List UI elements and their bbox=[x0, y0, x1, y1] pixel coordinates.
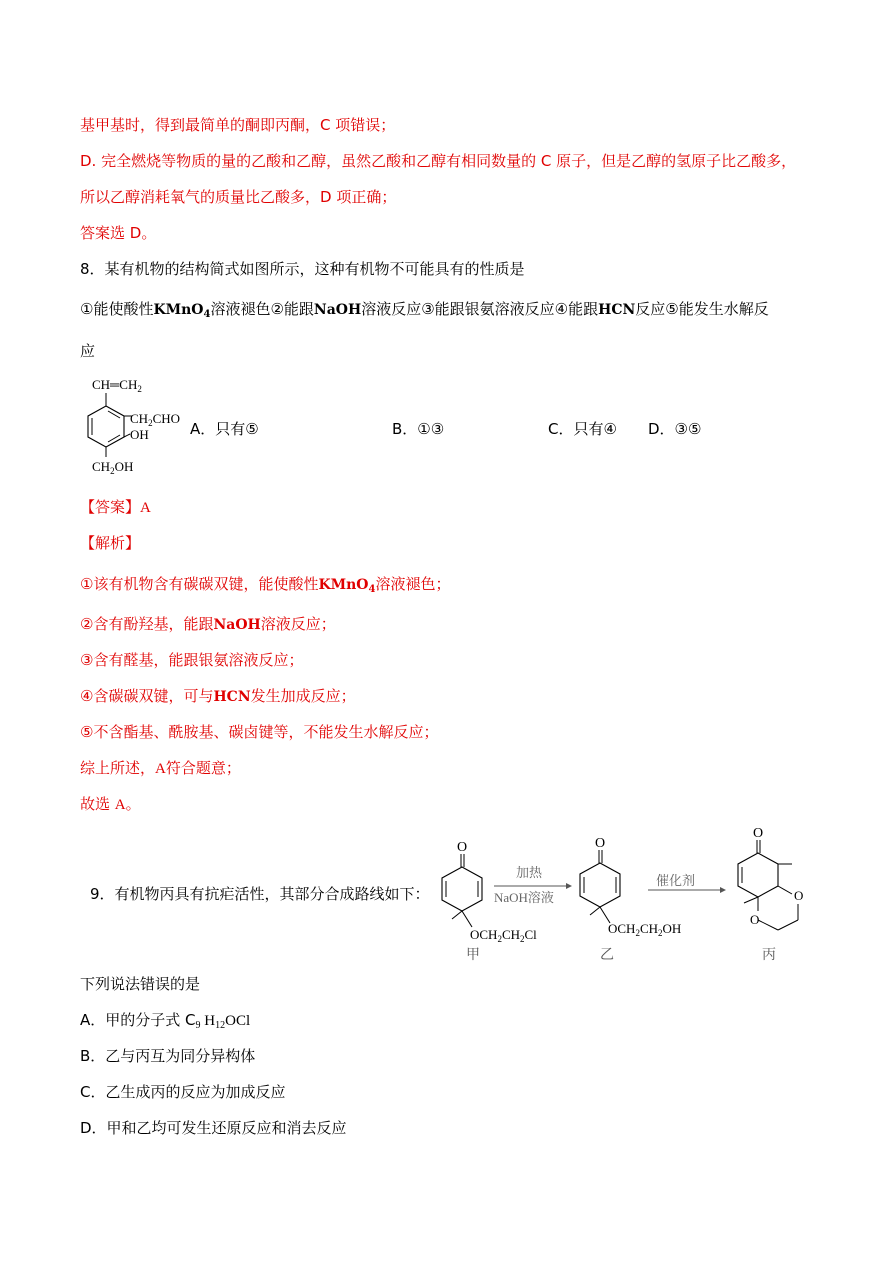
reaction-arrow-2 bbox=[648, 873, 726, 893]
vinyl-group-label: $CH═CH_2$ bbox=[92, 377, 142, 394]
kmno4-formula: KMnO$_4$ bbox=[153, 302, 211, 320]
reagent-naoh-solution: NaOH溶液 bbox=[494, 890, 554, 905]
oh-group-label: OH bbox=[130, 427, 149, 442]
q8-analysis-line4: ④含碳碳双键，可与HCN发生加成反应； bbox=[80, 687, 356, 705]
q7-answer: 答案选 D。 bbox=[80, 224, 157, 242]
q9-stem: 9．有机物丙具有抗疟活性，其部分合成路线如下： bbox=[90, 885, 430, 903]
q8-structure-diagram bbox=[80, 373, 200, 476]
q9-synthesis-route-diagram bbox=[430, 825, 810, 965]
q8-analysis-label: 【解析】 bbox=[80, 534, 141, 552]
reagent-catalyst: 催化剂 bbox=[656, 873, 696, 888]
hcn-formula: HCN bbox=[598, 302, 636, 318]
q8-prop-text: 溶液反应③能跟银氨溶液反应④能跟 bbox=[361, 300, 599, 318]
ch2cho-group-label: $CH_2CHO$ bbox=[130, 411, 181, 428]
naoh-formula: NaOH bbox=[213, 617, 261, 633]
q8-option-a: A．只有⑤ bbox=[190, 420, 259, 438]
compound-yi-structure bbox=[580, 836, 681, 963]
q8-prop-text: ①能使酸性 bbox=[80, 300, 154, 318]
hcn-formula: HCN bbox=[213, 689, 251, 705]
yi-substituent-label: $OCH_2CH_2OH$ bbox=[608, 921, 682, 938]
reagent-heating: 加热 bbox=[516, 865, 543, 880]
q8-option-d: D．③⑤ bbox=[648, 420, 702, 438]
compound-label-yi: 乙 bbox=[600, 948, 614, 963]
q8-stem: 8．某有机物的结构简式如图所示，这种有机物不可能具有的性质是 bbox=[80, 260, 525, 278]
q8-properties-line2: 应 bbox=[80, 342, 96, 360]
svg-text:O: O bbox=[457, 840, 468, 855]
ch2oh-group-label: $CH_2OH$ bbox=[92, 459, 134, 476]
q9-option-a: A．甲的分子式 $C_9$ $H_{12}OCl$ bbox=[80, 1011, 251, 1031]
svg-text:O: O bbox=[750, 912, 760, 927]
q7-c-explanation: 基甲基时，得到最简单的酮即丙酮，C 项错误； bbox=[80, 116, 396, 134]
q8-analysis-line5: ⑤不含酯基、酰胺基、碳卤键等，不能发生水解反应； bbox=[80, 723, 439, 741]
q8-analysis-line1: ①该有机物含有碳碳双键，能使酸性KMnO$_4$溶液褪色； bbox=[80, 575, 451, 595]
q8-prop-text: 溶液褪色②能跟 bbox=[210, 300, 314, 318]
q8-answer: 【答案】A bbox=[80, 498, 151, 516]
q9-prompt: 下列说法错误的是 bbox=[80, 975, 201, 993]
svg-text:O: O bbox=[794, 888, 804, 903]
q8-properties-line1 bbox=[80, 299, 769, 325]
q8-final-choice: 故选 A。 bbox=[80, 795, 141, 813]
benzene-ring bbox=[88, 406, 124, 447]
compound-label-bing: 丙 bbox=[762, 948, 776, 963]
reaction-arrow-1 bbox=[494, 865, 572, 905]
q8-option-c: C．只有④ bbox=[548, 420, 617, 438]
q8-summary: 综上所述，A符合题意； bbox=[80, 759, 241, 777]
q9-option-d: D．甲和乙均可发生还原反应和消去反应 bbox=[80, 1119, 347, 1137]
q8-analysis-line2: ②含有酚羟基，能跟NaOH溶液反应； bbox=[80, 615, 336, 633]
jia-substituent-label: $OCH_2CH_2Cl$ bbox=[470, 927, 537, 944]
svg-text:O: O bbox=[753, 826, 764, 841]
q9-option-c: C．乙生成丙的反应为加成反应 bbox=[80, 1083, 286, 1101]
q7-d-explanation-line1: D. 完全燃烧等物质的量的乙酸和乙醇，虽然乙酸和乙醇有相同数量的 C 原子，但是乙醇的氢原子比乙酸多， bbox=[80, 152, 797, 170]
kmno4-formula: KMnO$_4$ bbox=[318, 577, 376, 595]
q8-analysis-line3: ③含有醛基，能跟银氨溶液反应； bbox=[80, 651, 304, 669]
q7-d-explanation-line2: 所以乙醇消耗氧气的质量比乙酸多，D 项正确； bbox=[80, 188, 397, 206]
svg-text:O: O bbox=[595, 836, 606, 851]
compound-bing-structure bbox=[738, 826, 803, 963]
compound-label-jia: 甲 bbox=[466, 948, 480, 963]
q8-prop-text: 反应⑤能发生水解反 bbox=[635, 300, 769, 318]
q9-option-b: B．乙与丙互为同分异构体 bbox=[80, 1047, 256, 1065]
q8-option-b: B．①③ bbox=[392, 420, 445, 438]
naoh-formula: NaOH bbox=[313, 302, 362, 318]
